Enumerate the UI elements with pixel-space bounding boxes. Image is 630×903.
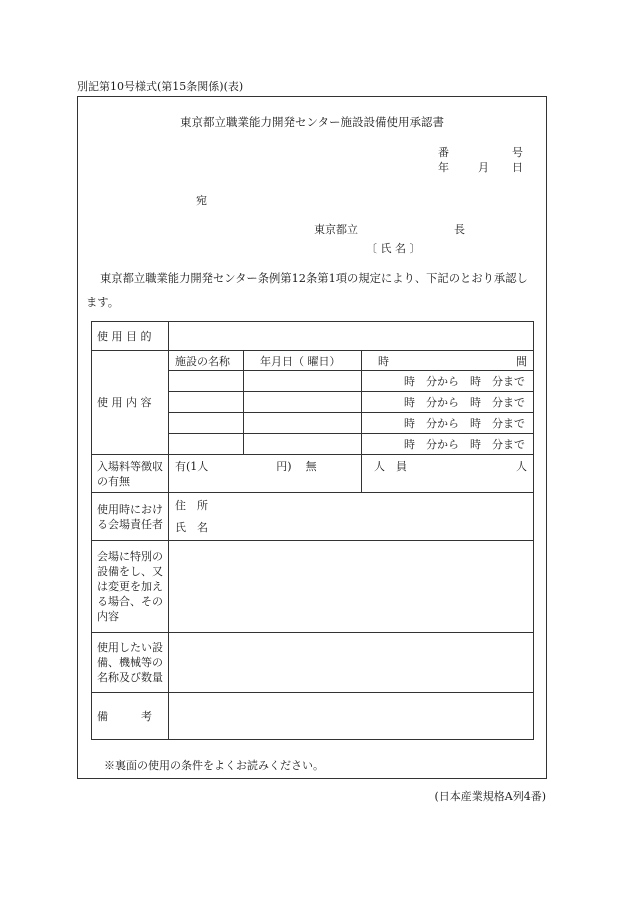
remarks-row: [92, 693, 534, 740]
address-label: 住 所: [175, 498, 208, 512]
issuer-name: 〔 氏 名 〕: [366, 242, 421, 255]
time-range-field[interactable]: 時 分から 時 分まで: [362, 371, 534, 392]
equipment-label: 使用したい設備、機械等の名称及び数量: [92, 633, 169, 693]
purpose-label: 使 用 目 的: [92, 322, 169, 351]
content-label: 使 用 内 容: [92, 351, 169, 455]
equipment-row: [92, 633, 534, 693]
time-header-kan: 間: [516, 354, 528, 368]
date-field[interactable]: [244, 392, 362, 413]
people-field[interactable]: [362, 455, 534, 493]
responsible-label: 使用時における会場責任者: [92, 493, 169, 541]
usage-table: [91, 321, 534, 740]
approval-form-frame: [77, 96, 547, 779]
remarks-label: 備 考: [92, 693, 169, 740]
issuer-org: 東京都立: [314, 223, 358, 236]
facility-name-field[interactable]: [169, 392, 244, 413]
date-field[interactable]: [244, 413, 362, 434]
form-title: 東京都立職業能力開発センター施設設備使用承認書: [179, 115, 445, 129]
purpose-field[interactable]: [169, 322, 534, 351]
remarks-field[interactable]: [169, 693, 534, 740]
time-range-field[interactable]: 時 分から 時 分まで: [362, 413, 534, 434]
special-row: [92, 541, 534, 633]
fee-yes: 有(1人: [175, 460, 209, 473]
fee-label: 入場料等徴収の有無: [92, 455, 169, 493]
fee-row: [92, 455, 534, 493]
time-header-ji: 時: [378, 354, 389, 368]
date-day: 日: [512, 161, 523, 174]
addressee-suffix: 宛: [196, 194, 207, 207]
facility-name-header: 施設の名称: [169, 351, 244, 371]
special-label: 会場に特別の設備をし、又は変更を加える場合、その内容: [92, 541, 169, 633]
people-label: 人 員: [374, 460, 407, 473]
approval-body-line2: ます。: [86, 296, 119, 309]
usage-conditions-note: ※裏面の使用の条件をよくお読みください。: [104, 759, 324, 772]
form-reference: 別記第10号様式(第15条関係)(表): [77, 80, 244, 93]
facility-name-field[interactable]: [169, 413, 244, 434]
facility-name-field[interactable]: [169, 371, 244, 392]
name-label: 氏 名: [175, 520, 208, 534]
equipment-field[interactable]: [169, 633, 534, 693]
special-field[interactable]: [169, 541, 534, 633]
fee-field[interactable]: [169, 455, 362, 493]
responsible-field[interactable]: [169, 493, 534, 541]
time-header: [362, 351, 534, 371]
responsible-row: [92, 493, 534, 541]
date-weekday-header: 年月日（ 曜日）: [244, 351, 362, 371]
issuer-title: 長: [454, 223, 465, 236]
purpose-row: [92, 322, 534, 351]
content-header-row: [92, 351, 534, 371]
number-go: 号: [512, 146, 523, 159]
fee-yen: 円): [276, 460, 292, 473]
time-range-field[interactable]: 時 分から 時 分まで: [362, 434, 534, 455]
people-unit: 人: [516, 460, 528, 473]
fee-no: 無: [305, 460, 317, 473]
date-month: 月: [478, 161, 489, 174]
date-year: 年: [438, 161, 449, 174]
facility-name-field[interactable]: [169, 434, 244, 455]
jis-size-note: (日本産業規格A列4番): [434, 790, 546, 803]
time-header-labels: [378, 353, 533, 369]
approval-body-line1: 東京都立職業能力開発センター条例第12条第1項の規定により、下記のとおり承認し: [100, 272, 528, 285]
date-field[interactable]: [244, 371, 362, 392]
date-field[interactable]: [244, 434, 362, 455]
people-labels: [374, 458, 533, 474]
time-range-field[interactable]: 時 分から 時 分まで: [362, 392, 534, 413]
number-ban: 番: [438, 146, 449, 159]
